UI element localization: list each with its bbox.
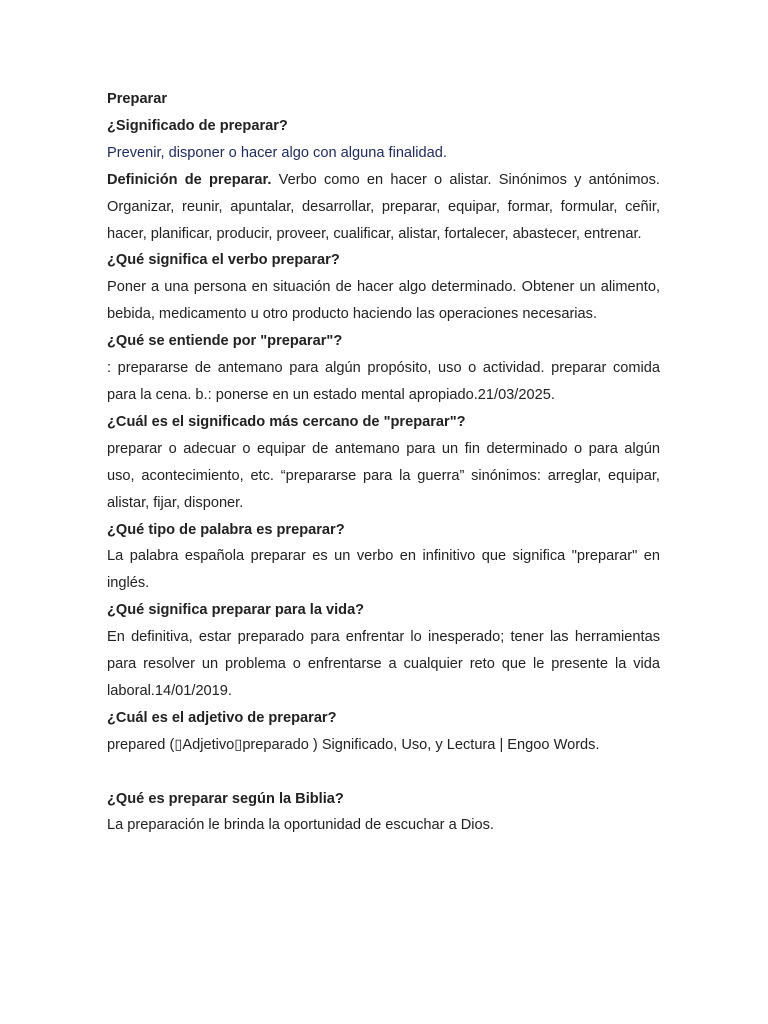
answer-verbo: Poner a una persona en situación de hacer algo determinado. Obtener un alimento, bebida, medicamento u otro producto haciendo las operaciones necesarias.: [107, 279, 660, 323]
question-entiende: ¿Qué se entiende por "preparar"?: [107, 333, 343, 350]
question-cercano: ¿Cuál es el significado más cercano de "preparar"?: [107, 413, 466, 430]
question-adjetivo: ¿Cuál es el adjetivo de preparar?: [107, 709, 337, 726]
answer-cercano: preparar o adecuar o equipar de antemano para un fin determinado o para algún uso, acontecimiento, etc. “prepararse para la guerra” sinónimos: arreglar, equipar, alistar, fijar, disponer.: [107, 440, 660, 511]
definition-paragraph: [107, 167, 660, 248]
question-vida: ¿Qué significa preparar para la vida?: [107, 602, 365, 619]
definition-text: Verbo como en hacer o alistar. Sinónimos y antónimos. Organizar, reunir, apuntalar, desarrollar, preparar, equipar, formar, formular, ceñir, hacer, planificar, producir, proveer, cualificar, alistar, fortalecer, abastecer, entrenar.: [107, 171, 660, 242]
answer-significado: Prevenir, disponer o hacer algo con alguna finalidad.: [107, 144, 447, 161]
answer-vida: En definitiva, estar preparado para enfrentar lo inesperado; tener las herramientas para resolver un problema o enfrentarse a cualquier reto que le presente la vida laboral.14/01/2019.: [107, 629, 660, 699]
answer-adjetivo: prepared (▯Adjetivo▯preparado ) Significado, Uso, y Lectura | Engoo Words.: [107, 736, 600, 753]
definition-label: Definición de preparar.: [107, 171, 272, 188]
question-tipo-palabra: ¿Qué tipo de palabra es preparar?: [107, 521, 345, 538]
blank-line: [107, 759, 660, 786]
answer-entiende: : prepararse de antemano para algún propósito, uso o actividad. preparar comida para la cena. b.: ponerse en un estado mental apropiado.21/03/2025.: [107, 360, 660, 403]
question-verbo: ¿Qué significa el verbo preparar?: [107, 252, 340, 269]
document-title: Preparar: [107, 91, 168, 107]
answer-tipo-palabra: La palabra española preparar es un verbo en infinitivo que significa "preparar" en inglés.: [107, 548, 660, 592]
question-biblia: ¿Qué es preparar según la Biblia?: [107, 790, 344, 807]
document-page: [107, 86, 660, 839]
question-significado: ¿Significado de preparar?: [107, 117, 288, 134]
answer-biblia: La preparación le brinda la oportunidad de escuchar a Dios.: [107, 817, 494, 834]
